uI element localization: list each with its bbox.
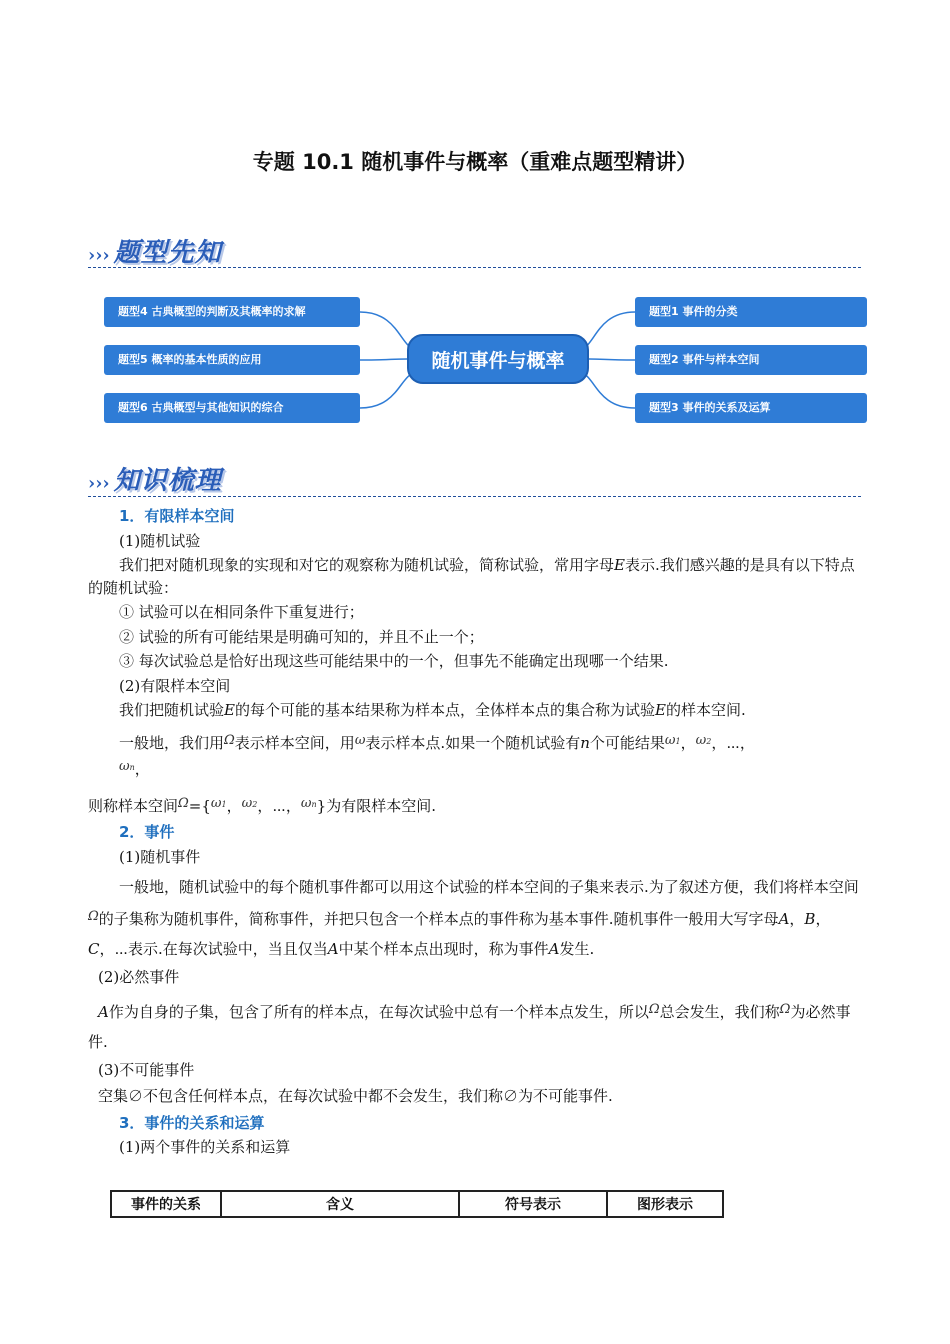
list-item: ① 试验可以在相同条件下重复进行； bbox=[119, 603, 364, 621]
page-title: 专题 10.1 随机事件与概率（重难点题型精讲） bbox=[252, 150, 698, 174]
subheading: (2)必然事件 bbox=[98, 968, 180, 986]
banner-arrows: ››› bbox=[88, 473, 110, 494]
subheading: (1)随机事件 bbox=[119, 847, 201, 866]
mindmap-node-left-1: 题型4 古典概型的判断及其概率的求解 bbox=[104, 297, 360, 327]
divider bbox=[88, 496, 861, 497]
mindmap-node-right-3: 题型3 事件的关系及运算 bbox=[635, 393, 867, 423]
mindmap-node-right-2: 题型2 事件与样本空间 bbox=[635, 345, 867, 375]
list-item: ③ 每次试验总是恰好出现这些可能结果中的一个，但事先不能确定出现哪一个结果. bbox=[119, 652, 669, 670]
mindmap-node-right-1: 题型1 事件的分类 bbox=[635, 297, 867, 327]
paragraph: 则称样本空间Ω={ω1，ω2，⋯，ωn}为有限样本空间. bbox=[88, 795, 436, 815]
mindmap-node-left-3: 题型6 古典概型与其他知识的综合 bbox=[104, 393, 360, 423]
table-header-cell: 含义 bbox=[221, 1191, 459, 1217]
table-header-row bbox=[111, 1191, 723, 1217]
table-header-cell: 符号表示 bbox=[459, 1191, 607, 1217]
mindmap-node-left-2: 题型5 概率的基本性质的应用 bbox=[104, 345, 360, 375]
mind-map bbox=[100, 290, 870, 430]
subheading: (3)不可能事件 bbox=[98, 1060, 195, 1079]
paragraph: 我们把对随机现象的实现和对它的观察称为随机试验，简称试验，常用字母E表示.我们感兴趣的是具有以下特点的随机试验： bbox=[88, 556, 855, 597]
relations-table bbox=[110, 1190, 724, 1218]
section-heading: 2．事件 bbox=[119, 823, 175, 841]
table-header-cell: 事件的关系 bbox=[111, 1191, 221, 1217]
paragraph: 一般地，我们用Ω表示样本空间，用ω表示样本点.如果一个随机试验有n个可能结果ω1，ω2，⋯， bbox=[119, 732, 755, 752]
banner-label: 知识梳理 bbox=[113, 466, 222, 496]
paragraph: 一般地，随机试验中的每个随机事件都可以用这个试验的样本空间的子集来表示.为了叙述方便，我们将样本空间Ω的子集称为随机事件，简称事件，并把只包含一个样本点的事件称为基本事件.随机事件一般用大写字母A，B，C，⋯表示.在每次试验中，当且仅当A中某个样本点出现时，称为事件A发生. bbox=[88, 878, 859, 958]
section-heading: 3．事件的关系和运算 bbox=[119, 1113, 265, 1132]
mindmap-center: 随机事件与概率 bbox=[407, 334, 589, 384]
list-item: ② 试验的所有可能结果是明确可知的，并且不止一个； bbox=[119, 627, 484, 646]
subheading: (1)随机试验 bbox=[119, 531, 201, 550]
table-header-cell: 图形表示 bbox=[607, 1191, 723, 1217]
subheading: (2)有限样本空间 bbox=[119, 676, 231, 695]
paragraph: 我们把随机试验E的每个可能的基本结果称为样本点，全体样本点的集合称为试验E的样本空间. bbox=[119, 701, 746, 719]
banner-label: 题型先知 bbox=[113, 238, 222, 268]
knowledge-content bbox=[88, 505, 863, 1159]
paragraph: 空集∅不包含任何样本点，在每次试验中都不会发生，我们称∅为不可能事件. bbox=[98, 1087, 613, 1105]
subheading: (1)两个事件的关系和运算 bbox=[119, 1138, 291, 1156]
paragraph: A作为自身的子集，包含了所有的样本点，在每次试验中总有一个样本点发生，所以Ω总会发生，我们称Ω为必然事件. bbox=[88, 1001, 851, 1051]
divider bbox=[88, 267, 861, 268]
section-banner-1 bbox=[88, 232, 222, 269]
section-banner-2 bbox=[88, 460, 222, 497]
banner-arrows: ››› bbox=[88, 245, 110, 266]
section-heading: 1．有限样本空间 bbox=[119, 507, 235, 525]
paragraph: ωn， bbox=[119, 759, 150, 778]
